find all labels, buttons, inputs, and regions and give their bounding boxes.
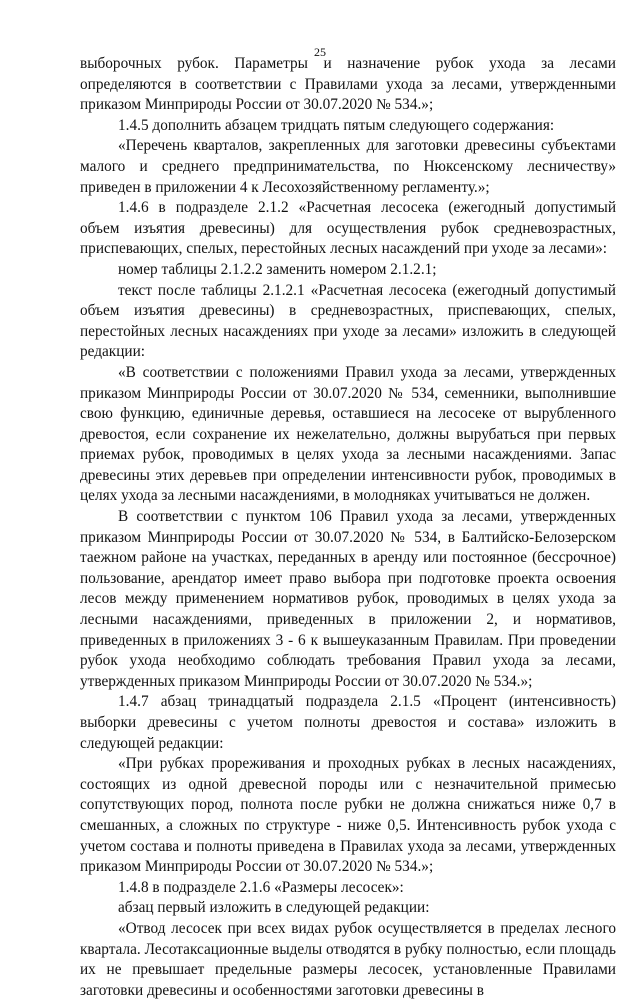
page-number: 25 [314,45,326,59]
paragraph: В соответствии с пунктом 106 Правил ухода за лесами, утвержденных приказом Минприроды России от 30.07.2020 № 534, в Балтийско-Белозерском таежном районе на участках, переданных в аренду или постоянное (бессрочное) пользование, арендатор имеет право выбора при подготовке проекта освоения лесов между применением нормативов рубок, проводимых в целях ухода за лесными насаждениями, приведенных в приложении 2, и нормативов, приведенных в приложениях 3 - 6 к вышеуказанным Правилам. При проведении рубок ухода необходимо соблюдать требования Правил ухода за лесами, утвержденных приказом Минприроды России от 30.07.2020 № 534.»; [80,508,616,690]
paragraph: 1.4.5 дополнить абзацем тридцать пятым следующего содержания: [118,116,555,134]
paragraph: 1.4.6 в подразделе 2.1.2 «Расчетная лесосека (ежегодный допустимый объем изъятия древесины) для осуществления рубок средневозрастных, приспевающих, спелых, перестойных лесных насаждений при уходе за лесами»: [80,199,616,258]
paragraph: «В соответствии с положениями Правил ухода за лесами, утвержденных приказом Минприроды России от 30.07.2020 № 534, семенники, выполнившие свою функцию, единичные деревья, оставшиеся на лесосеке от вырубленного древостоя, если сохранение их нежелательно, должны вырубаться при первых приемах рубок, проводимых в целях ухода за лесными насаждениями. Запас древесины этих деревьев при определении интенсивности рубок, проводимых в целях ухода за лесными насаждениями, в молодняках учитываться не должен. [80,363,616,505]
paragraph: «Перечень кварталов, закрепленных для заготовки древесины субъектами малого и среднего предпринимательства, по Нюксенскому лесничеству» приведен в приложении 4 к Лесохозяйственному регламенту.»; [80,137,616,196]
paragraph: 1.4.8 в подразделе 2.1.6 «Размеры лесосек»: [118,878,404,896]
paragraph: выборочных рубок. Параметры и назначение рубок ухода за лесами определяются в соответствии с Правилами ухода за лесами, утвержденными приказом Минприроды России от 30.07.2020 № 534.»; [80,55,616,114]
paragraph: номер таблицы 2.1.2.2 заменить номером 2.1.2.1; [118,260,437,278]
paragraph: «Отвод лесосек при всех видах рубок осуществляется в пределах лесного квартала. Лесотаксационные выделы отводятся в рубку полностью, если площадь их не превышает предельные размеры лесосек, установленные Правилами заготовки древесины и особенностями заготовки древесины в [80,919,616,999]
paragraph: «При рубках прореживания и проходных рубках в лесных насаждениях, состоящих из одной древесной породы или с незначительной примесью сопутствующих пород, полнота после рубки не должна снижаться ниже 0,7 в смешанных, а сложных по структуре - ниже 0,5. Интенсивность рубок ухода с учетом состава и полноты приведена в Правилах ухода за лесами, утвержденных приказом Минприроды России от 30.07.2020 № 534.»; [80,755,616,876]
paragraph: текст после таблицы 2.1.2.1 «Расчетная лесосека (ежегодный допустимый объем изъятия древесины) в средневозрастных, приспевающих, спелых, перестойных лесных насаждениях при уходе за лесами» изложить в следующей редакции: [80,281,616,361]
document-body [80,54,616,1001]
paragraph: 1.4.7 абзац тринадцатый подраздела 2.1.5 «Процент (интенсивность) выборки древесины с учетом полноты древостоя и состава» изложить в следующей редакции: [80,693,616,752]
paragraph: абзац первый изложить в следующей редакции: [118,899,430,917]
